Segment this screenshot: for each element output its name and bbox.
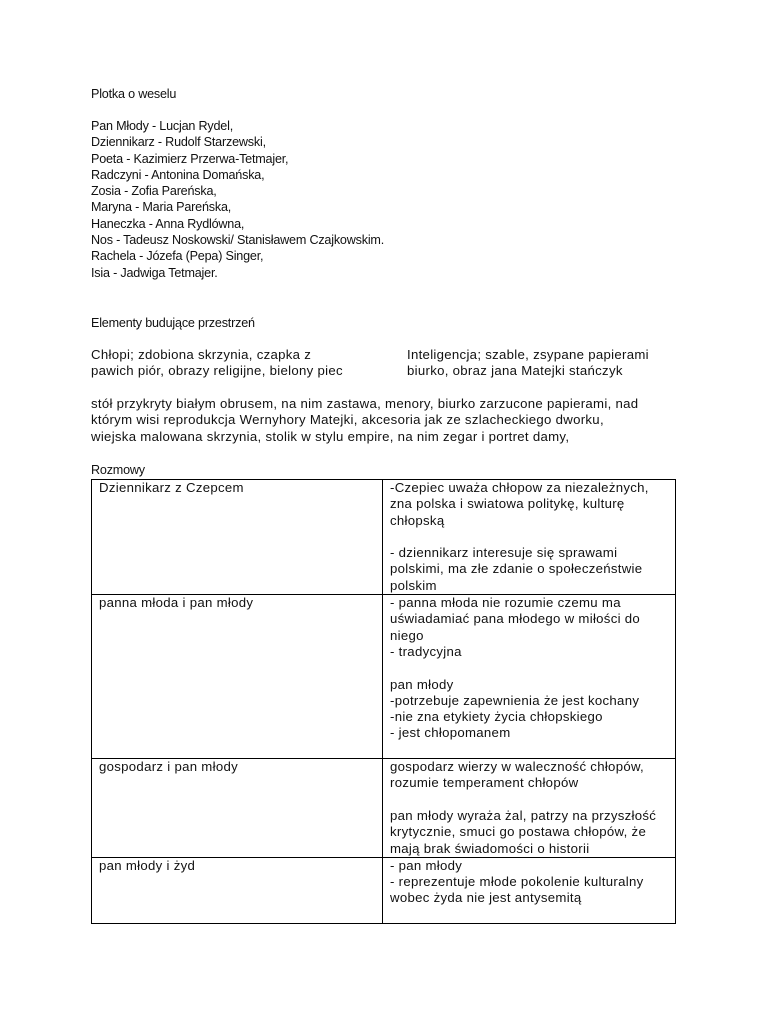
conversations-table (91, 479, 676, 924)
peasants-line: pawich piór, obrazy religijne, bielony piec (91, 363, 343, 379)
speakers-cell (92, 857, 383, 923)
description-line: wiejska malowana skrzynia, stolik w stylu empire, na nim zegar i portret damy, (91, 428, 570, 444)
speakers-label: panna młoda i pan młody (99, 595, 254, 611)
note-line: rozumie temperament chłopów (390, 775, 579, 791)
note-line: - jest chłopomanem (390, 725, 511, 741)
note-line (390, 742, 670, 758)
peasants-elements (91, 347, 343, 380)
speakers-label: Dziennikarz z Czepcem (99, 480, 244, 495)
description-line: którym wisi reprodukcja Wernyhory Matejki, akcesoria jak ze szlacheckiego dworku, (91, 412, 604, 428)
note-line: pan młody wyraża żal, patrzy na przyszłość (390, 807, 657, 823)
scene-description (91, 396, 638, 445)
conversations-heading: Rozmowy (91, 463, 145, 477)
note-line: - panna młoda nie rozumie czemu ma (390, 595, 621, 611)
speakers-cell (92, 480, 383, 595)
cast-entry: Maryna - Maria Pareńska, (91, 200, 232, 215)
description-line: stół przykryty białym obrusem, na nim zastawa, menory, biurko zarzucone papierami, nad (91, 396, 639, 411)
note-line: polskimi, ma złe zdanie o społeczeństwie (390, 561, 643, 577)
note-line: -potrzebuje zapewnienia że jest kochany (390, 692, 640, 708)
note-line: wobec żyda nie jest antysemitą (390, 890, 582, 906)
notes-cell (383, 759, 676, 858)
speakers-cell (92, 595, 383, 759)
note-line: zna polska i swiatowa politykę, kulturę (390, 496, 625, 512)
notes-cell (383, 595, 676, 759)
note-line (390, 907, 670, 923)
table-row (92, 595, 676, 759)
cast-entry: Dziennikarz - Rudolf Starzewski, (91, 135, 266, 150)
cast-entry: Poeta - Kazimierz Przerwa-Tetmajer, (91, 151, 289, 166)
intelligentsia-elements (407, 347, 649, 380)
note-line: - reprezentuje młode pokolenie kulturalny (390, 874, 644, 890)
speakers-label: gospodarz i pan młody (99, 759, 238, 775)
cast-list (91, 118, 384, 281)
table-row (92, 857, 676, 923)
speakers-cell (92, 759, 383, 858)
speakers-label: pan młody i żyd (99, 857, 196, 873)
note-line (390, 529, 670, 545)
cast-entry: Isia - Jadwiga Tetmajer. (91, 265, 218, 280)
note-line: chłopską (390, 512, 445, 528)
note-line: pan młody (390, 676, 454, 692)
note-line: niego (390, 627, 424, 643)
note-line: polskim (390, 577, 437, 593)
intelligentsia-line: biurko, obraz jana Matejki stańczyk (407, 363, 623, 379)
table-row (92, 759, 676, 858)
note-line: - dziennikarz interesuje się sprawami (390, 545, 618, 561)
cast-entry: Radczyni - Antonina Domańska, (91, 167, 265, 182)
note-line: -nie zna etykiety życia chłopskiego (390, 709, 603, 725)
note-line: -Czepiec uważa chłopow za niezależnych, (390, 480, 649, 495)
note-line: uświadamiać pana młodego w miłości do (390, 611, 641, 627)
notes-cell (383, 857, 676, 923)
cast-entry: Nos - Tadeusz Noskowski/ Stanisławem Czajkowskim. (91, 233, 385, 248)
note-line: krytycznie, smuci go postawa chłopów, że (390, 824, 647, 840)
note-line (390, 792, 670, 808)
cast-entry: Rachela - Józefa (Pepa) Singer, (91, 249, 264, 264)
peasants-line: Chłopi; zdobiona skrzynia, czapka z (91, 347, 312, 362)
note-line: - pan młody (390, 857, 463, 873)
table-row (92, 480, 676, 595)
space-heading: Elementy budujące przestrzeń (91, 316, 255, 330)
cast-entry: Haneczka - Anna Rydlówna, (91, 216, 245, 231)
note-line: - tradycyjna (390, 643, 462, 659)
intelligentsia-line: Inteligencja; szable, zsypane papierami (407, 347, 649, 362)
notes-cell (383, 480, 676, 595)
note-line: mają brak świadomości o historii (390, 840, 590, 856)
document-title: Plotka o weselu (91, 87, 177, 101)
cast-entry: Zosia - Zofia Pareńska, (91, 184, 217, 199)
note-line (390, 660, 670, 676)
cast-entry: Pan Młody - Lucjan Rydel, (91, 119, 233, 133)
note-line: gospodarz wierzy w waleczność chłopów, (390, 759, 645, 775)
